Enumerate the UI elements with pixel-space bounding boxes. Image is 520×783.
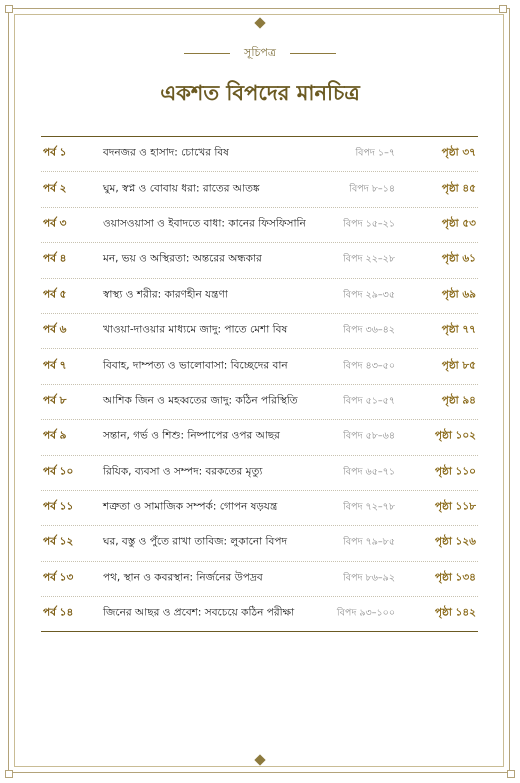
hazard-range: বিপদ ২২–২৮ bbox=[343, 253, 395, 265]
page-number: পৃষ্ঠা ১১৮ bbox=[434, 500, 476, 513]
table-of-contents bbox=[41, 136, 478, 632]
toc-row[interactable] bbox=[41, 420, 478, 455]
hazard-range: বিপদ ২৯–৩৫ bbox=[343, 289, 395, 301]
toc-row[interactable] bbox=[41, 491, 478, 526]
chapter-title: রিযিক, ব্যবসা ও সম্পদ: বরকতের মৃত্যু bbox=[103, 465, 263, 478]
page-number: পৃষ্ঠা ১৩৪ bbox=[434, 571, 476, 584]
chapter-title: শত্রুতা ও সামাজিক সম্পর্ক: গোপন ষড়যন্ত্র bbox=[103, 500, 278, 513]
kicker-row bbox=[0, 44, 520, 63]
chapter-title: বিবাহ, দাম্পত্য ও ভালোবাসা: বিচ্ছেদের বান bbox=[103, 359, 288, 372]
hazard-range: বিপদ ৪৩–৫০ bbox=[343, 360, 395, 372]
toc-row[interactable] bbox=[41, 243, 478, 278]
part-label: পর্ব ৩ bbox=[43, 217, 67, 230]
toc-row[interactable] bbox=[41, 597, 478, 631]
corner-ornament bbox=[5, 770, 13, 778]
part-label: পর্ব ৯ bbox=[43, 429, 67, 442]
page-number: পৃষ্ঠা ১০২ bbox=[434, 429, 476, 442]
page-number: পৃষ্ঠা ৯৪ bbox=[441, 394, 476, 407]
rule-left bbox=[184, 53, 230, 54]
chapter-title: সন্তান, গর্ভ ও শিশু: নিষ্পাপের ওপর আছর bbox=[103, 429, 280, 442]
rule-right bbox=[290, 53, 336, 54]
toc-row[interactable] bbox=[41, 385, 478, 420]
toc-row[interactable] bbox=[41, 279, 478, 314]
chapter-title: ওয়াসওয়াসা ও ইবাদতে বাধা: কানের ফিসফিসানি bbox=[103, 217, 306, 230]
chapter-title: বদনজর ও হাসাদ: চোখের বিষ bbox=[103, 146, 229, 159]
hazard-range: বিপদ ৭২–৭৮ bbox=[343, 501, 395, 513]
toc-row[interactable] bbox=[41, 456, 478, 491]
corner-ornament bbox=[5, 5, 13, 13]
hazard-range: বিপদ ১–৭ bbox=[355, 147, 395, 159]
page-number: পৃষ্ঠা ৪৫ bbox=[441, 182, 476, 195]
part-label: পর্ব ১৪ bbox=[43, 606, 74, 619]
toc-row[interactable] bbox=[41, 137, 478, 172]
part-label: পর্ব ৬ bbox=[43, 323, 67, 336]
section-kicker: সূচিপত্র bbox=[244, 46, 276, 59]
hazard-range: বিপদ ৮৬–৯২ bbox=[343, 572, 395, 584]
part-label: পর্ব ৪ bbox=[43, 252, 67, 265]
part-label: পর্ব ১১ bbox=[43, 500, 74, 513]
page-number: পৃষ্ঠা ৬৯ bbox=[441, 288, 476, 301]
hazard-range: বিপদ ৩৬–৪২ bbox=[343, 324, 395, 336]
hazard-range: বিপদ ৫১–৫৭ bbox=[343, 395, 395, 407]
part-label: পর্ব ১৩ bbox=[43, 571, 74, 584]
part-label: পর্ব ৫ bbox=[43, 288, 67, 301]
toc-row[interactable] bbox=[41, 172, 478, 207]
chapter-title: ঘুম, স্বপ্ন ও বোবায় ধরা: রাতের আতঙ্ক bbox=[103, 182, 260, 195]
page-number: পৃষ্ঠা ৫৩ bbox=[441, 217, 476, 230]
toc-row[interactable] bbox=[41, 562, 478, 597]
toc-row[interactable] bbox=[41, 349, 478, 384]
page-header bbox=[0, 44, 520, 112]
toc-row[interactable] bbox=[41, 208, 478, 243]
toc-row[interactable] bbox=[41, 314, 478, 349]
part-label: পর্ব ৭ bbox=[43, 359, 67, 372]
hazard-range: বিপদ ১৫–২১ bbox=[343, 218, 395, 230]
chapter-title: স্বাস্থ্য ও শরীর: কারণহীন যন্ত্রণা bbox=[103, 288, 228, 301]
hazard-range: বিপদ ৭৯–৮৫ bbox=[343, 536, 395, 548]
part-label: পর্ব ৮ bbox=[43, 394, 67, 407]
chapter-title: খাওয়া-দাওয়ার মাধ্যমে জাদু: পাতে মেশা বিষ bbox=[103, 323, 288, 336]
hazard-range: বিপদ ৫৮–৬৪ bbox=[343, 430, 395, 442]
part-label: পর্ব ১০ bbox=[43, 465, 74, 478]
part-label: পর্ব ১২ bbox=[43, 535, 74, 548]
page-title: একশত বিপদের মানচিত্র bbox=[160, 80, 360, 105]
page-number: পৃষ্ঠা ৭৭ bbox=[441, 323, 476, 336]
chapter-title: মন, ভয় ও অস্থিরতা: অন্তরের অন্ধকার bbox=[103, 252, 262, 265]
page-number: পৃষ্ঠা ১২৬ bbox=[434, 535, 476, 548]
chapter-title: আশিক জিন ও মহব্বতের জাদু: কঠিন পরিস্থিতি bbox=[103, 394, 298, 407]
page-number: পৃষ্ঠা ১১০ bbox=[434, 465, 476, 478]
hazard-range: বিপদ ৮–১৪ bbox=[349, 183, 395, 195]
hazard-range: বিপদ ৬৫–৭১ bbox=[343, 466, 395, 478]
page-number: পৃষ্ঠা ৩৭ bbox=[441, 146, 476, 159]
hazard-range: বিপদ ৯৩–১০০ bbox=[336, 607, 395, 619]
chapter-title: পথ, স্থান ও কবরস্থান: নির্জনের উপদ্রব bbox=[103, 571, 263, 584]
chapter-title: জিনের আছর ও প্রবেশ: সবচেয়ে কঠিন পরীক্ষা bbox=[103, 606, 295, 619]
page-number: পৃষ্ঠা ৮৫ bbox=[441, 359, 476, 372]
part-label: পর্ব ১ bbox=[43, 146, 67, 159]
corner-ornament bbox=[507, 770, 515, 778]
corner-ornament bbox=[499, 5, 507, 13]
page-number: পৃষ্ঠা ১৪২ bbox=[434, 606, 476, 619]
chapter-title: ঘর, বস্তু ও পুঁতে রাখা তাবিজ: লুকানো বিপদ bbox=[103, 535, 288, 548]
part-label: পর্ব ২ bbox=[43, 182, 67, 195]
toc-row[interactable] bbox=[41, 526, 478, 561]
page-number: পৃষ্ঠা ৬১ bbox=[441, 252, 476, 265]
